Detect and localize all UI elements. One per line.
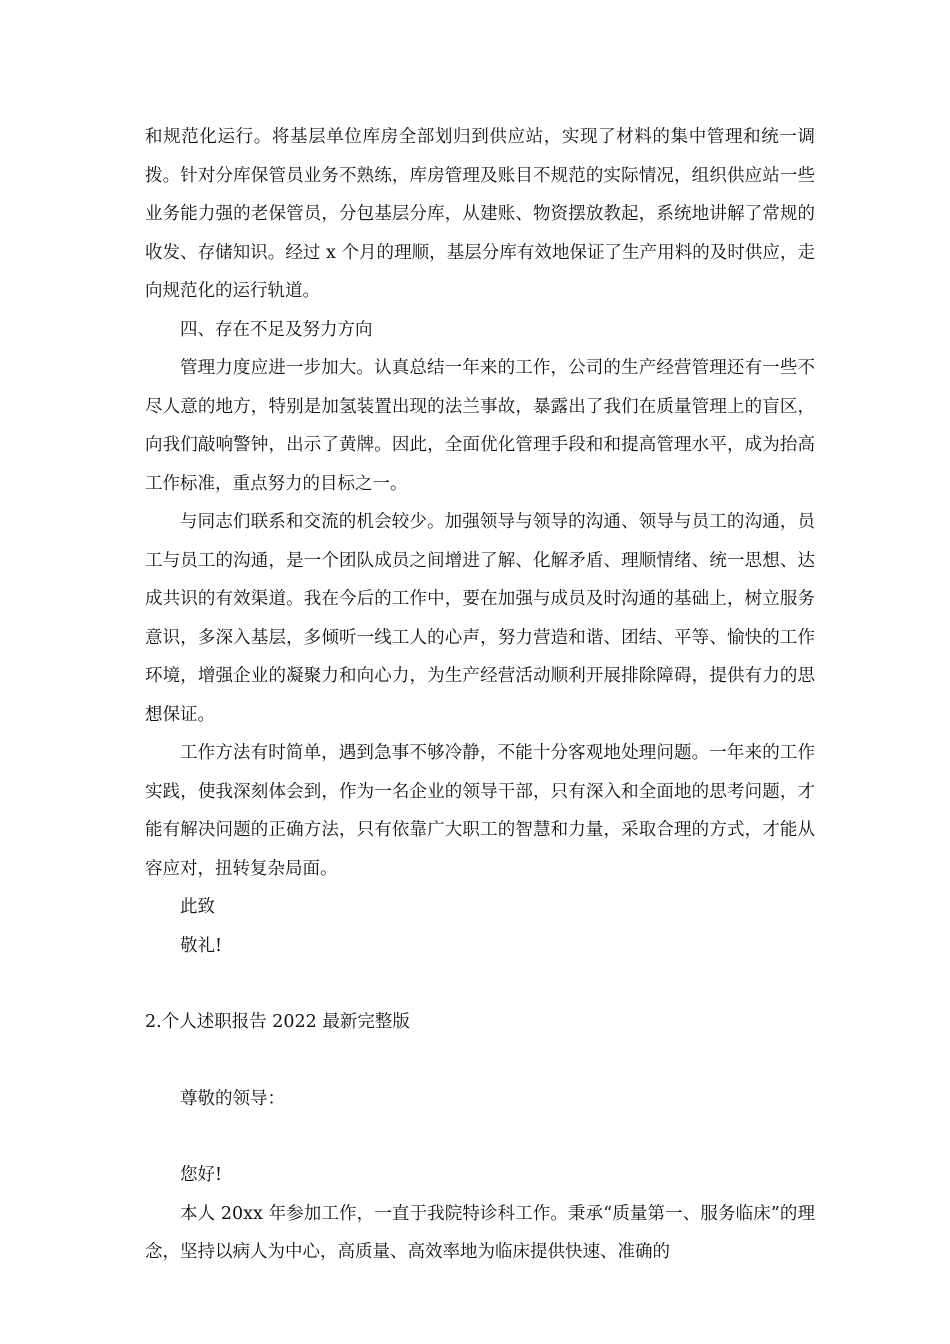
- salutation: 尊敬的领导：: [180, 1088, 285, 1109]
- closing-cizhi: 此致: [180, 897, 215, 917]
- greeting: 您好!: [180, 1165, 223, 1185]
- section-heading-shortcomings: 四、存在不足及努力方向: [180, 319, 373, 340]
- paragraph-work-method: 工作方法有时简单，遇到急事不够冷静，不能十分客观地处理问题。一年来的工作实践，使我深刻体会到，作为一名企业的领导干部，只有深入和全面地的思考问题，才能有解决问题的正确方法，只有依靠广大职工的智慧和力量，采取合理的方式，才能从容应对，扭转复杂局面。: [145, 743, 815, 879]
- paragraph-intro: 本人 20xx 年参加工作，一直于我院特诊科工作。秉承“质量第一、服务临床”的理念，坚持以病人为中心，高质量、高效率地为临床提供快速、准确的: [145, 1203, 815, 1262]
- section-title: 2.个人述职报告 2022 最新完整版: [145, 1012, 410, 1032]
- paragraph-communication: 与同志们联系和交流的机会较少。加强领导与领导的沟通、领导与员工的沟通，员工与员工的沟通，是一个团队成员之间增进了解、化解矛盾、理顺情绪、统一思想、达成共识的有效渠道。我在今后的工作中，要在加强与成员及时沟通的基础上，树立服务意识，多深入基层，多倾听一线工人的心声，努力营造和谐、团结、平等、愉快的工作环境，增强企业的凝聚力和向心力，为生产经营活动顺利开展排除障碍，提供有力的思想保证。: [145, 512, 815, 725]
- closing-jingli: 敬礼!: [180, 935, 223, 956]
- paragraph-materials-management: 和规范化运行。将基层单位库房全部划归到供应站，实现了材料的集中管理和统一调拨。针对分库保管员业务不熟练，库房管理及账目不规范的实际情况，组织供应站一些业务能力强的老保管员，分包基层分库，从建账、物资摆放教起，系统地讲解了常规的收发、存储知识。经过 x 个月的理顺，基层分库有效地保证了生产用料的及时供应，走向规范化的运行轨道。: [145, 127, 815, 301]
- document-page: [145, 118, 815, 1272]
- paragraph-management-strength: 管理力度应进一步加大。认真总结一年来的工作，公司的生产经营管理还有一些不尽人意的地方，特别是加氢装置出现的法兰事故，暴露出了我们在质量管理上的盲区，向我们敲响警钟，出示了黄牌。因此，全面优化管理手段和和提高管理水平，成为抬高工作标准，重点努力的目标之一。: [145, 358, 815, 494]
